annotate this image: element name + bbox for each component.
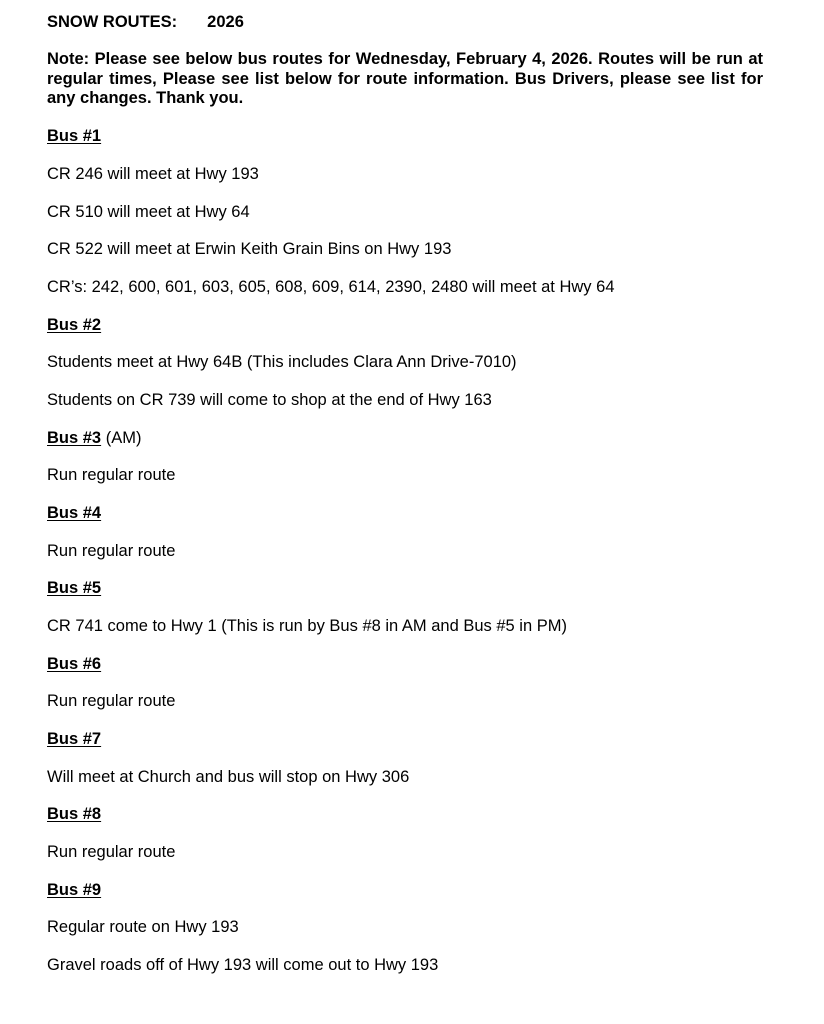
bus-6-route-line: Run regular route <box>47 692 176 710</box>
bus-2-route-line: Students on CR 739 will come to shop at the end of Hwy 163 <box>47 391 492 409</box>
bus-8-route-line: Run regular route <box>47 843 176 861</box>
bus-heading: Bus #4 <box>47 504 102 522</box>
bus-heading: Bus #1 <box>47 127 102 145</box>
bus-heading: Bus #3 <box>47 429 102 447</box>
bus-heading: Bus #7 <box>47 730 102 748</box>
bus-3-heading <box>47 428 141 448</box>
bus-7-route-line: Will meet at Church and bus will stop on Hwy 306 <box>47 768 410 786</box>
bus-1-route-line: CR 510 will meet at Hwy 64 <box>47 203 250 221</box>
bus-7-heading <box>47 729 101 749</box>
bus-9-route-line: Regular route on Hwy 193 <box>47 918 239 936</box>
bus-heading: Bus #5 <box>47 579 102 597</box>
bus-9-heading <box>47 880 101 900</box>
page-title <box>47 12 244 32</box>
bus-3-route-line: Run regular route <box>47 466 176 484</box>
bus-heading: Bus #8 <box>47 805 102 823</box>
bus-1-route-line: CR 522 will meet at Erwin Keith Grain Bins on Hwy 193 <box>47 240 452 258</box>
title-label: SNOW ROUTES: <box>47 13 178 31</box>
bus-1-heading <box>47 126 101 146</box>
bus-2-route-line: Students meet at Hwy 64B (This includes Clara Ann Drive-7010) <box>47 353 517 371</box>
title-year: 2026 <box>207 13 244 31</box>
bus-heading: Bus #9 <box>47 881 102 899</box>
note-paragraph: Note: Please see below bus routes for Wednesday, February 4, 2026. Routes will be run at regular times, Please see list below for route information. Bus Drivers, please see list for any changes. Thank you. <box>47 50 763 107</box>
bus-heading: Bus #2 <box>47 316 102 334</box>
bus-heading: Bus #6 <box>47 655 102 673</box>
bus-1-route-line: CR’s: 242, 600, 601, 603, 605, 608, 609, 614, 2390, 2480 will meet at Hwy 64 <box>47 278 615 296</box>
bus-4-route-line: Run regular route <box>47 542 176 560</box>
bus-9-route-line: Gravel roads off of Hwy 193 will come out to Hwy 193 <box>47 956 439 974</box>
bus-heading-suffix: (AM) <box>101 429 142 447</box>
bus-1-route-line: CR 246 will meet at Hwy 193 <box>47 165 259 183</box>
bus-5-heading <box>47 578 101 598</box>
bus-8-heading <box>47 804 101 824</box>
bus-5-route-line: CR 741 come to Hwy 1 (This is run by Bus #8 in AM and Bus #5 in PM) <box>47 617 567 635</box>
bus-6-heading <box>47 654 101 674</box>
bus-2-heading <box>47 315 101 335</box>
bus-4-heading <box>47 503 101 523</box>
